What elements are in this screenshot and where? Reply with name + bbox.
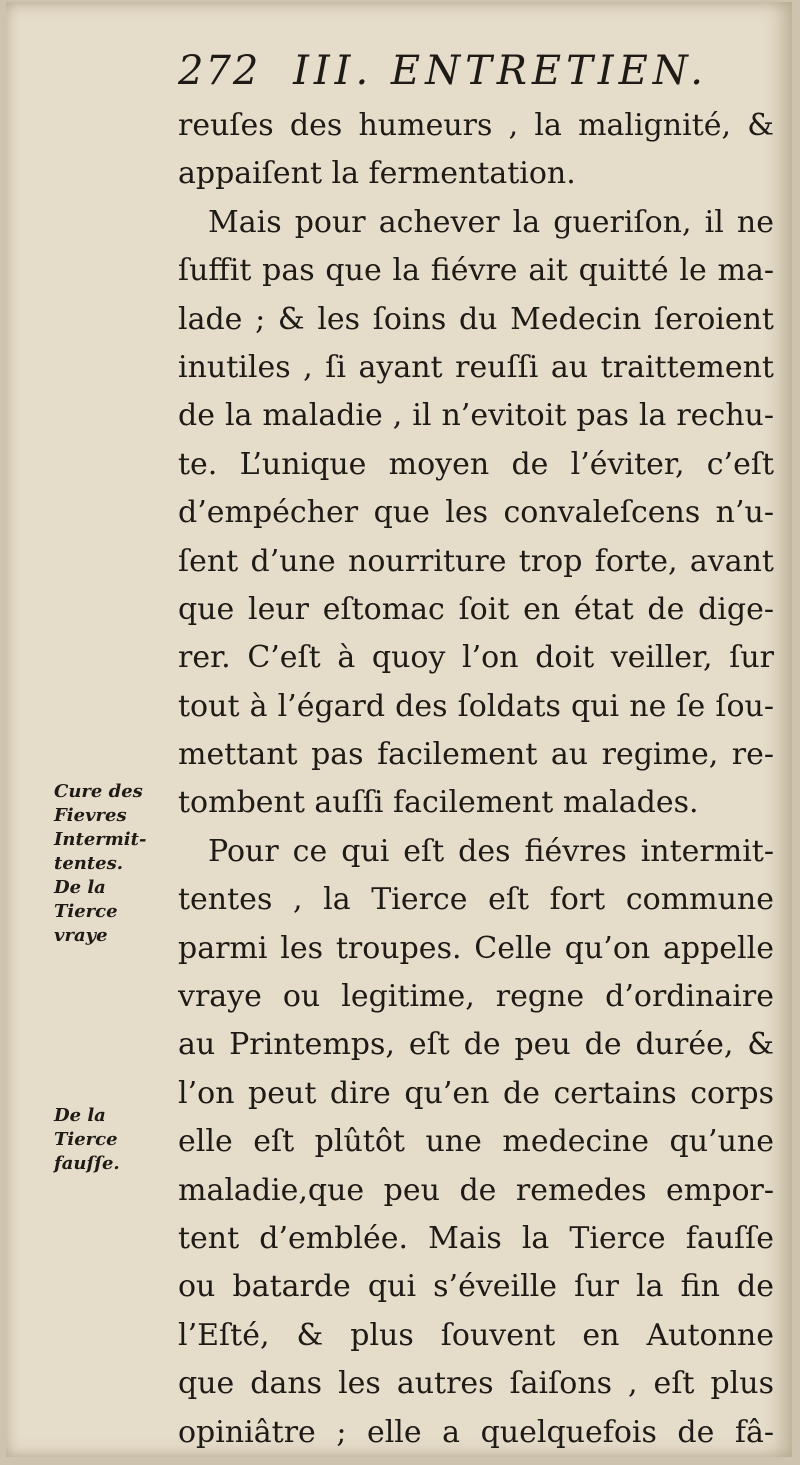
- text-line: ſuffit pas que la fiévre ait quitté le ma-: [178, 253, 774, 289]
- text-line: mettant pas facilement au regime, re-: [178, 737, 774, 773]
- margin-note-line: Tierce: [54, 1129, 118, 1150]
- text-line: elle eſt plûtôt une medecine qu’une: [178, 1124, 774, 1160]
- text-line: rer. C’eſt à quoy l’on doit veiller, ſur: [178, 640, 774, 676]
- margin-note-line: fauſſe.: [54, 1153, 120, 1174]
- text-line: que leur eſtomac ſoit en état de dige-: [178, 591, 774, 627]
- text-line: reuſes des humeurs , la malignité, &: [178, 108, 774, 143]
- book-page: [6, 2, 792, 1457]
- margin-note-tierce-fausse: [54, 1104, 120, 1176]
- text-line: maladie,que peu de remedes empor-: [178, 1172, 774, 1208]
- page-number: 272: [178, 48, 261, 94]
- text-line: de la maladie , il n’evitoit pas la rechu-: [178, 398, 774, 434]
- margin-note-line: Tierce: [54, 901, 118, 922]
- margin-note-cure-fievres: [54, 780, 146, 948]
- text-line: au Printemps, eſt de peu de durée, &: [178, 1027, 774, 1063]
- text-line: parmi les troupes. Celle qu’on appelle: [178, 930, 774, 966]
- margin-note-line: Fievres: [54, 805, 127, 826]
- text-line: te. L’unique moyen de l’éviter, c’eſt: [178, 446, 774, 482]
- text-line: tentes , la Tierce eſt fort commune: [178, 882, 774, 918]
- margin-note-line: Intermit-: [54, 829, 147, 850]
- margin-note-line: De la: [54, 1105, 106, 1126]
- text-line: ſent d’une nourriture trop forte, avant: [178, 543, 774, 579]
- running-header: [178, 48, 708, 94]
- text-line: Pour ce qui eſt des fiévres intermit-: [208, 833, 774, 869]
- margin-note-line: Cure des: [54, 781, 143, 802]
- text-line: que dans les autres ſaiſons , eſt plus: [178, 1366, 774, 1402]
- text-line: ou batarde qui s’éveille ſur la fin de: [178, 1269, 774, 1305]
- text-line: tombent auſſi facilement malades.: [178, 785, 699, 821]
- margin-note-line: tentes.: [54, 853, 124, 874]
- text-line: inutiles , ſi ayant reuſſi au traittement: [178, 349, 774, 385]
- text-line: lade ; & les ſoins du Medecin ſeroient: [178, 301, 774, 337]
- text-line: l’on peut dire qu’en de certains corps: [178, 1075, 774, 1111]
- text-line: l’Eſté, & plus ſouvent en Autonne: [178, 1317, 774, 1353]
- text-line: Mais pour achever la gueriſon, il ne: [208, 204, 774, 240]
- text-line: opiniâtre ; elle a quelquefois de fâ-: [178, 1414, 774, 1450]
- text-line: d’empécher que les convaleſcens n’u-: [178, 495, 774, 531]
- margin-note-line: vraye: [54, 925, 108, 946]
- text-line: tent d’emblée. Mais la Tierce fauſſe: [178, 1220, 774, 1256]
- text-line: vraye ou legitime, regne d’ordinaire: [178, 979, 774, 1015]
- body-text: [178, 102, 774, 1457]
- running-title: III. ENTRETIEN.: [293, 48, 708, 94]
- margin-note-line: De la: [54, 877, 106, 898]
- text-line: appaiſent la fermentation.: [178, 156, 576, 192]
- text-line: tout à l’égard des ſoldats qui ne ſe ſou-: [178, 688, 774, 724]
